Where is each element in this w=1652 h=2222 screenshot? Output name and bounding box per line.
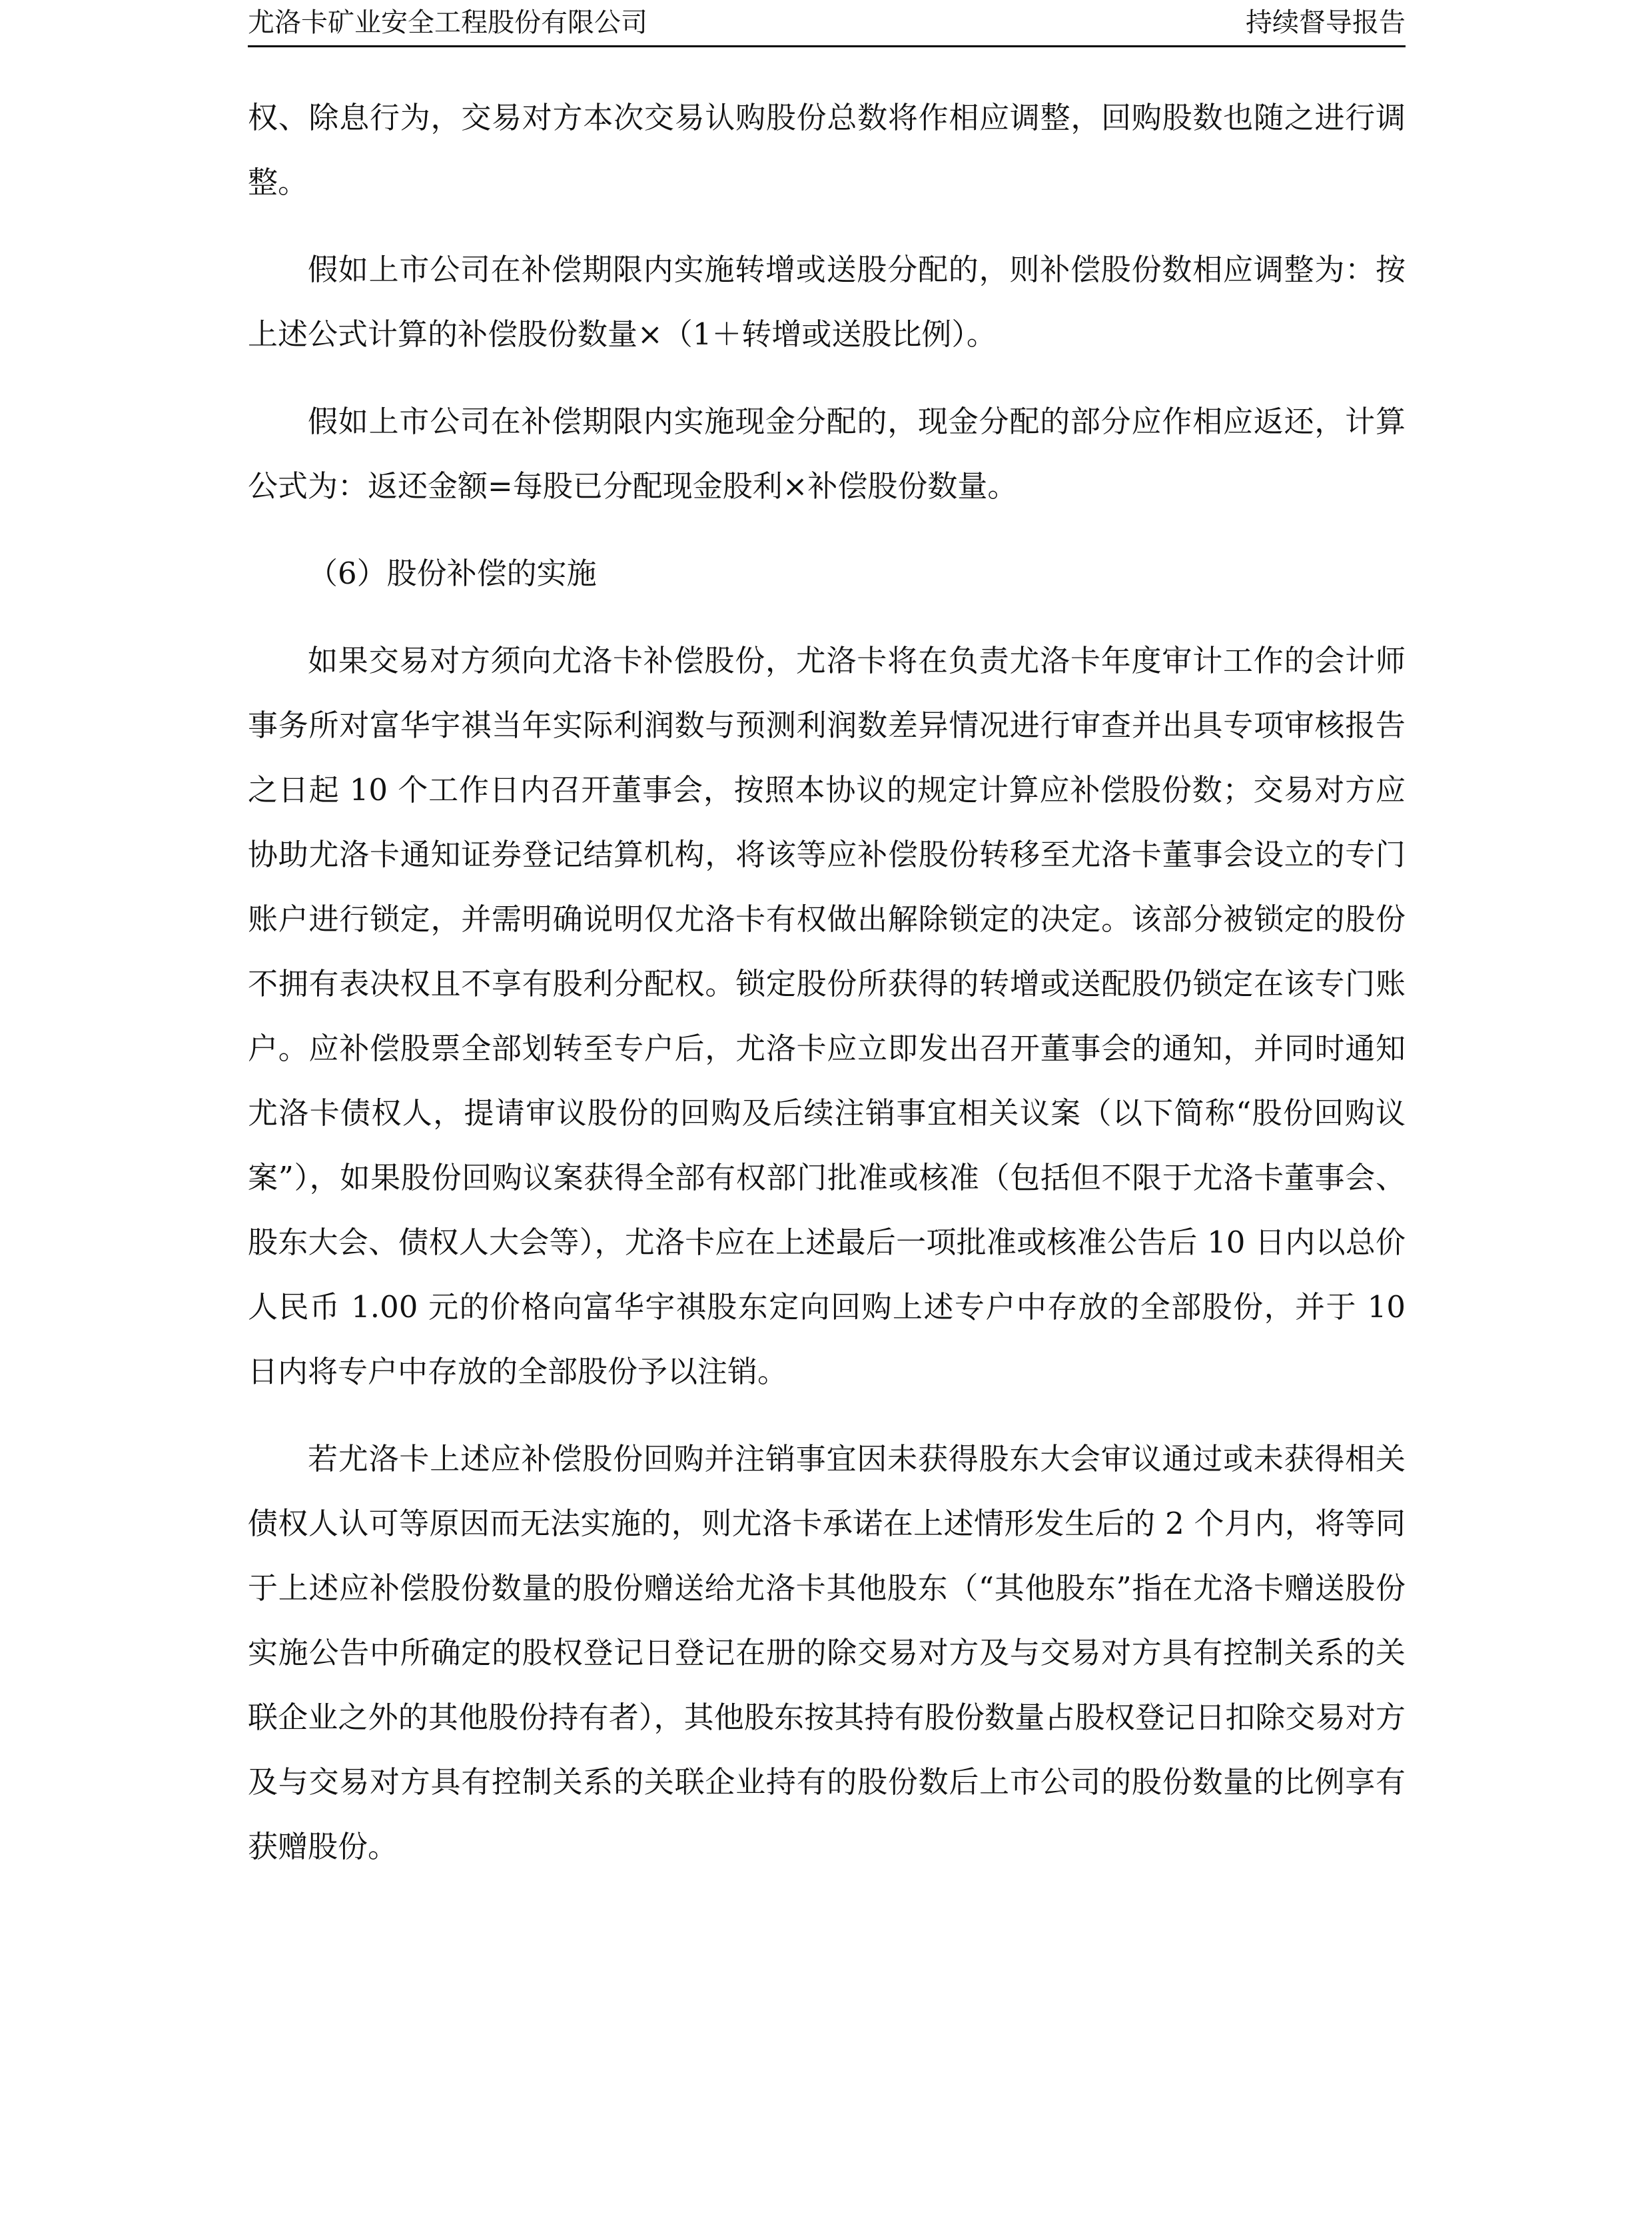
header-company-name: 尤洛卡矿业安全工程股份有限公司: [248, 7, 647, 38]
document-body: [248, 85, 1406, 1902]
paragraph-continuation: 权、除息行为，交易对方本次交易认购股份总数将作相应调整，回购股数也随之进行调整。: [248, 100, 1406, 200]
page-header: [248, 0, 1406, 47]
section-heading-share-compensation: （6）股份补偿的实施: [308, 556, 597, 591]
paragraph-share-gift-alternative: 若尤洛卡上述应补偿股份回购并注销事宜因未获得股东大会审议通过或未获得相关债权人认可等原因而无法实施的，则尤洛卡承诺在上述情形发生后的 2 个月内，将等同于上述应补偿股份数量的股份赠送给尤洛卡其他股东（“其他股东”指在尤洛卡赠送股份实施公告中所确定的股权登记日登记在册的除交易对方及与交易对方具有控制关系的关联企业之外的其他股份持有者），其他股东按其持有股份数量占股权登记日扣除交易对方及与交易对方具有控制关系的关联企业持有的股份数后上市公司的股份数量的比例享有获赠股份。: [248, 1441, 1406, 1864]
header-document-type: 持续督导报告: [1246, 7, 1406, 38]
paragraph-share-conversion-adjustment: 假如上市公司在补偿期限内实施转增或送股分配的，则补偿股份数相应调整为：按上述公式计算的补偿股份数量×（1＋转增或送股比例）。: [248, 252, 1406, 352]
paragraph-compensation-procedure: 如果交易对方须向尤洛卡补偿股份，尤洛卡将在负责尤洛卡年度审计工作的会计师事务所对富华宇祺当年实际利润数与预测利润数差异情况进行审查并出具专项审核报告之日起 10 个工作日内召开董事会，按照本协议的规定计算应补偿股份数；交易对方应协助尤洛卡通知证券登记结算机构，将该等应补偿股份转移至尤洛卡董事会设立的专门账户进行锁定，并需明确说明仅尤洛卡有权做出解除锁定的决定。该部分被锁定的股份不拥有表决权且不享有股利分配权。锁定股份所获得的转增或送配股仍锁定在该专门账户。应补偿股票全部划转至专户后，尤洛卡应立即发出召开董事会的通知，并同时通知尤洛卡债权人，提请审议股份的回购及后续注销事宜相关议案（以下简称“股份回购议案”），如果股份回购议案获得全部有权部门批准或核准（包括但不限于尤洛卡董事会、股东大会、债权人大会等），尤洛卡应在上述最后一项批准或核准公告后 10 日内以总价人民币 1.00 元的价格向富华宇祺股东定向回购上述专户中存放的全部股份，并于 10 日内将专户中存放的全部股份予以注销。: [248, 643, 1406, 1389]
paragraph-cash-distribution-return: 假如上市公司在补偿期限内实施现金分配的，现金分配的部分应作相应返还，计算公式为：返还金额=每股已分配现金股利×补偿股份数量。: [248, 404, 1406, 504]
